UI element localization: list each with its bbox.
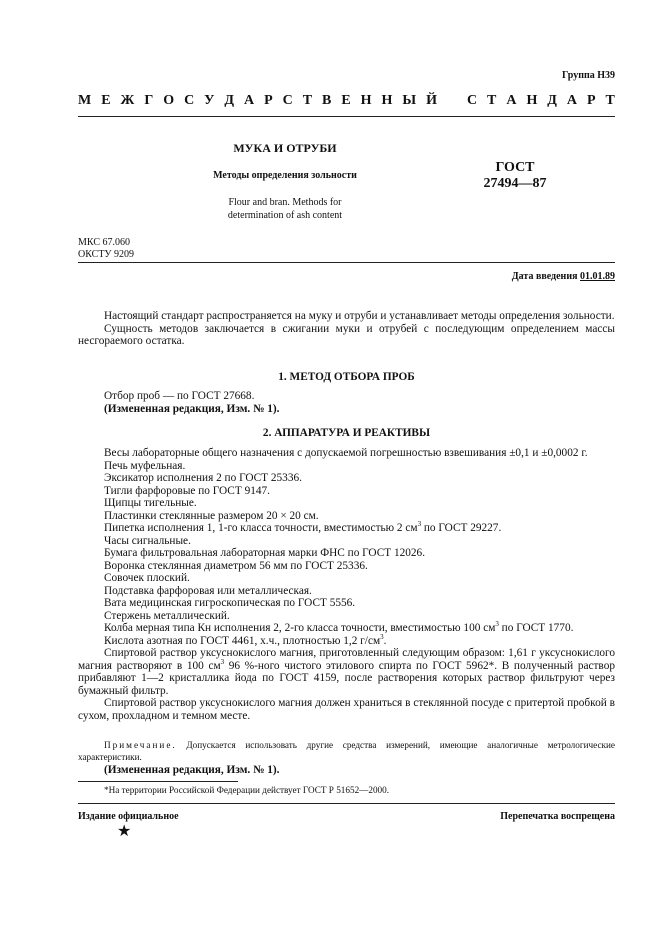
section-1-body	[78, 390, 641, 415]
effective-date-label: Дата введения	[511, 271, 578, 282]
banner-letter	[447, 93, 457, 109]
section-1-revision: (Измененная редакция, Изм. № 1).	[104, 402, 280, 415]
equipment-item: Подставка фарфоровая или металлическая.	[104, 584, 312, 597]
equipment-item: Щипцы тигельные.	[104, 497, 197, 509]
official-edition-label: Издание официальное	[78, 811, 179, 822]
english-title	[170, 196, 400, 222]
equipment-item: Совочек плоский.	[104, 572, 190, 584]
intro-paragraph-2: Сущность методов заключается в сжигании муки и отрубей с последующим определением массы несгораемого остатка.	[78, 322, 615, 347]
acid-line	[78, 632, 615, 648]
footnote: *На территории Российской Федерации действует ГОСТ Р 51652—2000.	[104, 785, 390, 795]
equipment-item: Часы сигнальные.	[104, 534, 191, 547]
okstu-code: ОКСТУ 9209	[78, 249, 135, 260]
banner-letter: Р	[264, 93, 273, 108]
acid-text: Кислота азотная по ГОСТ 4461, х.ч., плотностью 1,2 г/см	[104, 634, 381, 647]
superscript-3: 3	[417, 520, 422, 529]
banner-letter: В	[322, 93, 332, 108]
banner-letter: Н	[360, 93, 372, 108]
standard-subtitle: Методы определения зольности	[213, 170, 357, 181]
equipment-list-2	[78, 535, 615, 623]
banner-letter: Ж	[120, 93, 135, 108]
star-icon: ★	[117, 823, 132, 840]
flask-text: Колба мерная типа Кн исполнения 2, 2-го класса точности, вместимостью 100 см	[104, 622, 496, 634]
note-label: Примечание.	[104, 740, 177, 750]
section-2-body	[78, 447, 615, 722]
group-label: Группа Н39	[562, 70, 615, 81]
mks-code: МКС 67.060	[78, 237, 130, 248]
banner-letter: С	[466, 93, 478, 108]
banner-letter: Ы	[402, 93, 417, 108]
banner-letter: О	[163, 93, 175, 108]
equipment-item: Вата медицинская гигроскопическая по ГОСТ 5556.	[104, 597, 356, 609]
english-title-line-2: determination of ash content	[227, 210, 343, 221]
footnote-rule	[78, 781, 238, 782]
solution-paragraph	[78, 647, 615, 697]
section-2-heading: 2. АППАРАТУРА И РЕАКТИВЫ	[262, 427, 431, 439]
effective-date	[512, 271, 615, 282]
equipment-item: Эксикатор исполнения 2 по ГОСТ 25336.	[104, 472, 302, 484]
banner-letter: Д	[547, 93, 557, 108]
banner-letter: Г	[144, 93, 154, 108]
flask-text-end: по ГОСТ 1770.	[498, 622, 574, 634]
english-title-line-1: Flour and bran. Methods for	[228, 197, 342, 208]
sampling-line: Отбор проб — по ГОСТ 27668.	[104, 390, 255, 402]
section-2-revision: (Измененная редакция, Изм. № 1).	[104, 764, 280, 776]
banner-letter: Д	[224, 93, 235, 108]
equipment-item: Бумага фильтровальная лабораторная марки ФНС по ГОСТ 12026.	[104, 547, 426, 559]
reprint-prohibited-label: Перепечатка воспрещена	[500, 811, 615, 822]
standard-title: МУКА И ОТРУБИ	[233, 141, 337, 155]
banner-letter: У	[204, 93, 215, 108]
banner-letter: Т	[487, 93, 497, 108]
classification-codes	[78, 237, 134, 261]
acid-text-end: .	[383, 634, 387, 647]
storage-paragraph: Спиртовой раствор уксуснокислого магния должен храниться в стеклянной посуде с притертой пробкой в сухом, прохладном и темном месте.	[78, 697, 615, 722]
header-rule	[78, 116, 615, 117]
interstate-standard-banner	[78, 93, 615, 109]
equipment-item: Стержень металлический.	[104, 609, 230, 622]
banner-letter: А	[506, 93, 517, 108]
equipment-item: Пластинки стеклянные размером 20 × 20 см.	[104, 509, 319, 522]
scales-paragraph: Весы лабораторные общего назначения с допускаемой погрешностью взвешивания ±0,1 и ±0,0002 г.	[104, 447, 588, 459]
superscript-3: 3	[380, 632, 384, 641]
note	[78, 739, 615, 763]
pipette-text: Пипетка исполнения 1, 1-го класса точности, вместимостью 2 см	[104, 522, 418, 534]
equipment-item: Тигли фарфоровые по ГОСТ 9147.	[104, 484, 270, 497]
banner-letter: С	[184, 93, 195, 108]
codes-rule	[78, 262, 615, 263]
effective-date-value: 01.01.89	[580, 271, 615, 282]
solution-text: Спиртовой раствор уксуснокислого магния, приготовленный следующим образом: 1,61 г уксуснокислого магния растворяют в 100 см	[78, 647, 615, 672]
banner-letter: Е	[101, 93, 111, 108]
gost-code: 27494—87	[483, 176, 547, 191]
banner-letter: С	[282, 93, 293, 108]
banner-letter: А	[244, 93, 255, 108]
pipette-text-end: по ГОСТ 29227.	[421, 522, 502, 534]
flask-line	[78, 622, 615, 635]
solution-text-end: 96 %-ного чистого этилового спирта по ГОСТ 5962*. В полученный раствор прибавляют 1—2 кристаллика йода по ГОСТ 4159, после растворения которых раствор фильтруют через бумажный фильтр.	[78, 659, 615, 697]
banner-letter: Й	[426, 93, 437, 108]
intro-text	[78, 310, 615, 348]
equipment-item: Воронка стеклянная диаметром 56 мм по ГОСТ 25336.	[104, 559, 368, 572]
banner-letter: Е	[341, 93, 351, 108]
equipment-list-1	[78, 460, 615, 523]
gost-number	[470, 160, 560, 192]
pipette-line	[78, 522, 615, 535]
gost-label: ГОСТ	[495, 160, 535, 175]
banner-letter: М	[78, 93, 92, 108]
banner-letter: Т	[605, 93, 615, 108]
superscript-3: 3	[220, 657, 225, 666]
note-text: Допускается использовать другие средства измерений, имеющие аналогичные метрологические характеристики.	[78, 740, 615, 762]
banner-letter: Р	[587, 93, 596, 108]
banner-letter: А	[566, 93, 578, 108]
banner-letter: Т	[302, 93, 313, 108]
equipment-item: Печь муфельная.	[104, 459, 186, 472]
footer-rule	[78, 803, 615, 804]
banner-letter: Н	[526, 93, 538, 108]
intro-paragraph-1: Настоящий стандарт распространяется на муку и отруби и устанавливает методы определения зольности.	[104, 310, 615, 322]
superscript-3: 3	[495, 620, 499, 629]
banner-letter: Н	[381, 93, 393, 108]
section-1-heading: 1. МЕТОД ОТБОРА ПРОБ	[278, 371, 415, 383]
